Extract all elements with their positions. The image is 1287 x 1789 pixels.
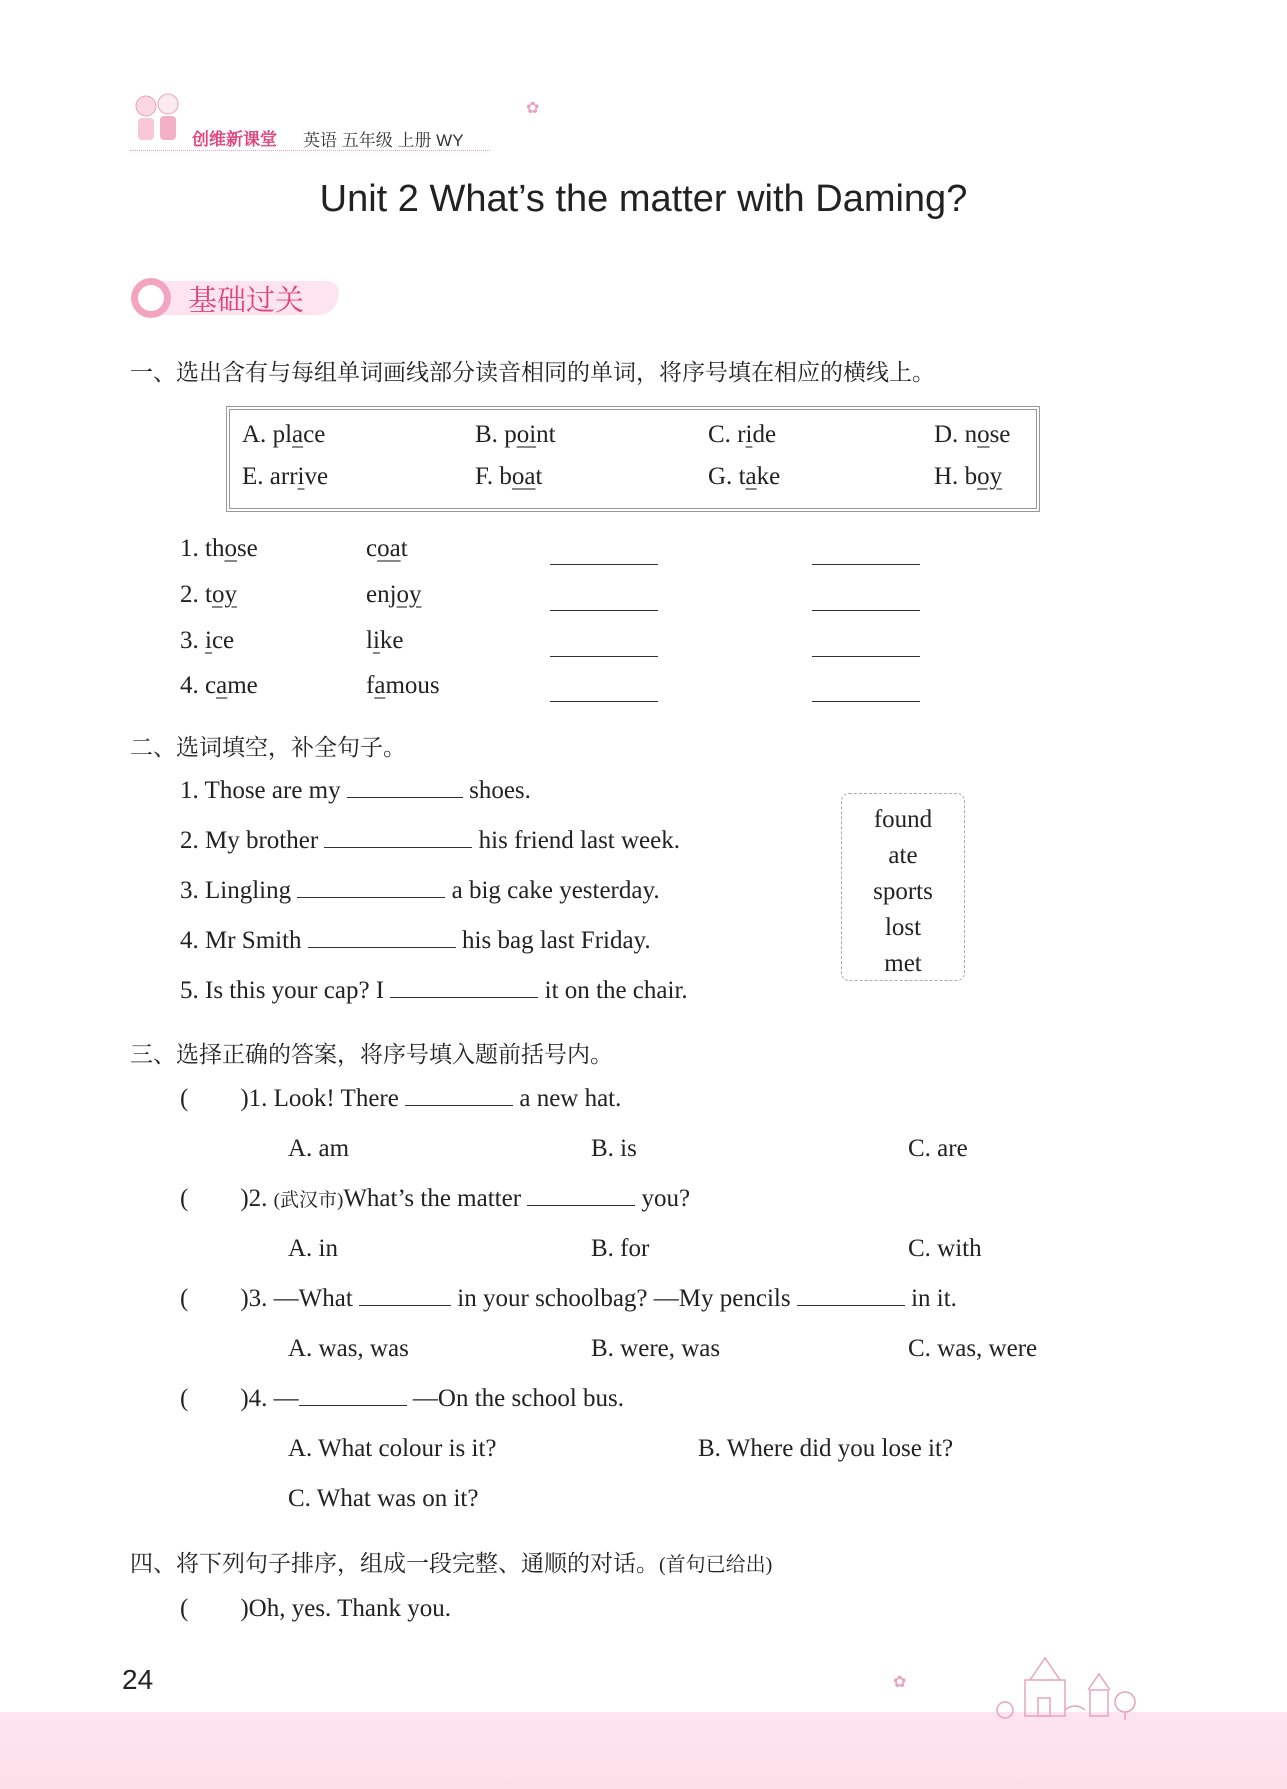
q4-heading: 四、将下列句子排序，组成一段完整、通顺的对话。(首句已给出) (130, 1550, 773, 1576)
option-h: H. boy (934, 463, 1003, 490)
answer-blank[interactable] (299, 1404, 407, 1406)
option-a: A. place (242, 421, 326, 448)
q4-note: (首句已给出) (659, 1554, 773, 1576)
flower-icon: ✿ (893, 1674, 907, 1691)
answer-blank[interactable] (390, 996, 538, 998)
castle-illustration (960, 1650, 1160, 1720)
answer-blank[interactable] (308, 946, 456, 948)
word-bank (841, 793, 965, 981)
q1-item-3-word2: like (366, 627, 404, 654)
q3-q4-option-a[interactable]: A. What colour is it? (288, 1435, 497, 1462)
option-c: C. ride (708, 421, 777, 448)
q2-sentence-5: 5. Is this your cap? I it on the chair. (180, 977, 688, 1004)
header-divider (130, 150, 490, 151)
header-info: 英语 五年级 上册 WY (303, 131, 464, 150)
answer-blank[interactable] (550, 655, 658, 657)
answer-blank[interactable] (812, 609, 920, 611)
q3-q3-option-b[interactable]: B. were, was (591, 1335, 721, 1362)
answer-blank[interactable] (812, 655, 920, 657)
option-e: E. arrive (242, 463, 329, 490)
q2-sentence-3: 3. Lingling a big cake yesterday. (180, 877, 660, 904)
q2-sentence-2: 2. My brother his friend last week. (180, 827, 681, 854)
q2-sentence-1: 1. Those are my shoes. (180, 777, 531, 804)
q1-item-3-word1: 3. ice (180, 627, 235, 654)
word-bank-item: lost (884, 914, 922, 941)
q3-q2-option-a[interactable]: A. in (288, 1235, 338, 1262)
q3-q4-option-b[interactable]: B. Where did you lose it? (698, 1435, 954, 1462)
flower-icon: ✿ (526, 100, 540, 117)
word-bank-item: found (873, 806, 933, 833)
q3-q4-option-c[interactable]: C. What was on it? (288, 1485, 479, 1512)
option-f: F. boat (475, 463, 543, 490)
page-title: Unit 2 What’s the matter with Daming? (319, 178, 968, 220)
answer-blank[interactable] (812, 563, 920, 565)
word-bank-item: ate (888, 842, 918, 869)
word-bank-item: met (884, 950, 922, 977)
option-d: D. nose (934, 421, 1011, 448)
q1-item-4-word1: 4. came (180, 672, 258, 699)
answer-blank[interactable] (405, 1104, 513, 1106)
q1-item-1-word2: coat (366, 535, 408, 562)
answer-blank[interactable] (359, 1304, 451, 1306)
q3-q2-option-c[interactable]: C. with (908, 1235, 982, 1262)
q1-item-4-word2: famous (366, 672, 440, 699)
q3-q1-option-b[interactable]: B. is (591, 1135, 637, 1162)
q2-heading: 二、选词填空，补全句子。 (130, 734, 406, 760)
section-title: 基础过关 (188, 285, 305, 317)
answer-blank[interactable] (550, 700, 658, 702)
page-number: 24 (122, 1664, 154, 1695)
q1-item-2-word2: enjoy (366, 581, 422, 608)
region-tag: (武汉市) (273, 1190, 344, 1211)
header-brand: 创维新课堂 (192, 130, 277, 149)
q3-question-1: ( )1. Look! There a new hat. (180, 1085, 622, 1112)
answer-blank[interactable] (550, 609, 658, 611)
answer-blank[interactable] (550, 563, 658, 565)
q3-question-4: ( )4. — —On the school bus. (180, 1385, 625, 1412)
q1-item-1-word1: 1. those (180, 535, 258, 562)
q4-sentence-first: ( )Oh, yes. Thank you. (180, 1595, 451, 1622)
q3-question-2: ( )2. (武汉市)What’s the matter you? (180, 1185, 691, 1212)
q1-options-box (226, 406, 1040, 512)
answer-blank[interactable] (324, 846, 472, 848)
answer-blank[interactable] (812, 700, 920, 702)
q3-question-3: ( )3. —What in your schoolbag? —My pencils in it. (180, 1285, 957, 1312)
answer-blank[interactable] (347, 796, 463, 798)
q1-heading: 一、选出含有与每组单词画线部分读音相同的单词，将序号填在相应的横线上。 (130, 359, 935, 385)
q1-item-2-word1: 2. toy (180, 581, 237, 608)
q3-q1-option-c[interactable]: C. are (908, 1135, 968, 1162)
answer-blank[interactable] (297, 896, 445, 898)
q3-q2-option-b[interactable]: B. for (591, 1235, 650, 1262)
word-bank-item: sports (873, 878, 933, 905)
option-g: G. take (708, 463, 781, 490)
q3-q1-option-a[interactable]: A. am (288, 1135, 350, 1162)
q3-heading: 三、选择正确的答案，将序号填入题前括号内。 (130, 1041, 613, 1067)
answer-blank[interactable] (527, 1204, 635, 1206)
footer-band (0, 1712, 1287, 1789)
header-logo (128, 88, 188, 148)
q3-q3-option-c[interactable]: C. was, were (908, 1335, 1038, 1362)
option-b: B. point (475, 421, 556, 448)
q3-q3-option-a[interactable]: A. was, was (288, 1335, 409, 1362)
q2-sentence-4: 4. Mr Smith his bag last Friday. (180, 927, 651, 954)
answer-blank[interactable] (797, 1304, 905, 1306)
